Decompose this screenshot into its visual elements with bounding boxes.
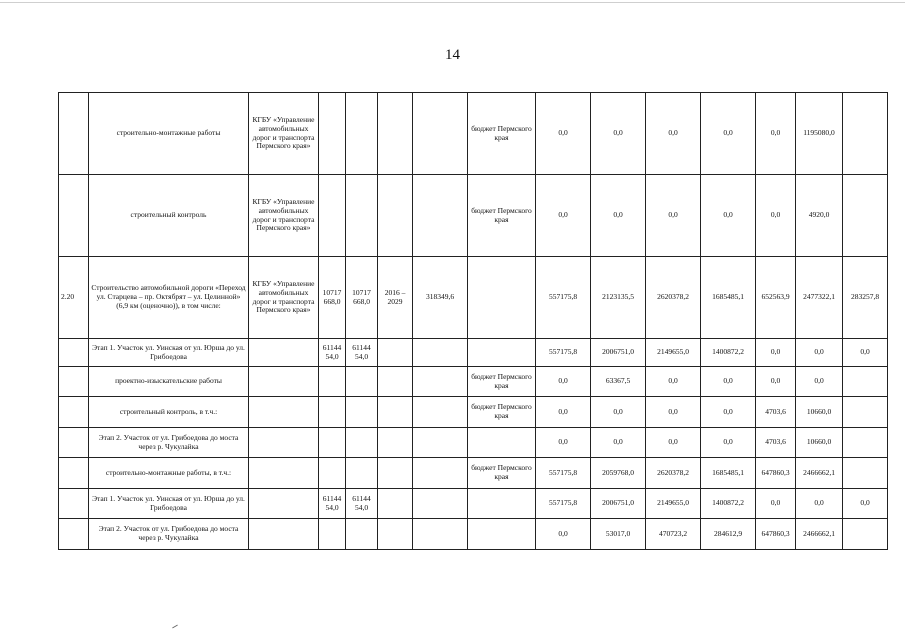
table-cell: бюджет Пермского края <box>468 458 536 489</box>
table-cell: 557175,8 <box>536 458 591 489</box>
table-cell <box>413 489 468 519</box>
table-cell: 0,0 <box>536 367 591 397</box>
table-cell <box>249 339 319 367</box>
table-cell: 2059768,0 <box>591 458 646 489</box>
table-cell <box>413 458 468 489</box>
table-cell: 0,0 <box>536 93 591 175</box>
table-cell: 2.20 <box>59 257 89 339</box>
table-cell <box>468 489 536 519</box>
table-cell: 2620378,2 <box>646 257 701 339</box>
table-cell: 318349,6 <box>413 257 468 339</box>
table-cell: 2149655,0 <box>646 489 701 519</box>
table-cell <box>346 367 378 397</box>
table-cell <box>319 428 346 458</box>
table-cell: 0,0 <box>591 428 646 458</box>
table-cell: 557175,8 <box>536 257 591 339</box>
table-cell <box>319 458 346 489</box>
table-cell: проектно-изыскательские работы <box>89 367 249 397</box>
table-cell: 647860,3 <box>756 458 796 489</box>
table-cell: Этап 2. Участок от ул. Грибоедова до моста через р. Чукулайка <box>89 519 249 550</box>
table-cell: 2620378,2 <box>646 458 701 489</box>
table-cell <box>468 257 536 339</box>
table-cell: 652563,9 <box>756 257 796 339</box>
budget-table <box>58 92 888 550</box>
top-rule <box>0 2 905 3</box>
table-cell <box>843 175 888 257</box>
table-cell: 0,0 <box>646 93 701 175</box>
table-cell <box>413 397 468 428</box>
table-cell: бюджет Пермского края <box>468 175 536 257</box>
table-cell: 0,0 <box>756 93 796 175</box>
table-cell <box>319 93 346 175</box>
table-cell <box>413 93 468 175</box>
table-cell <box>346 428 378 458</box>
table-cell <box>249 397 319 428</box>
table-row <box>59 458 888 489</box>
table-cell: 0,0 <box>591 397 646 428</box>
table-cell: 0,0 <box>796 367 843 397</box>
table-cell <box>413 519 468 550</box>
table-row <box>59 489 888 519</box>
table-cell <box>59 93 89 175</box>
table-row <box>59 428 888 458</box>
table-row <box>59 367 888 397</box>
table-cell: бюджет Пермского края <box>468 367 536 397</box>
table-cell: 61144 54,0 <box>346 339 378 367</box>
table-cell: 61144 54,0 <box>319 489 346 519</box>
table-cell <box>378 93 413 175</box>
table-cell <box>59 339 89 367</box>
table-cell: 4703,6 <box>756 428 796 458</box>
table-cell: 0,0 <box>536 428 591 458</box>
table-cell <box>468 519 536 550</box>
table-cell: 2466662,1 <box>796 458 843 489</box>
table-cell <box>378 458 413 489</box>
table-row <box>59 339 888 367</box>
table-cell: КГБУ «Управление автомобильных дорог и транспорта Пермского края» <box>249 175 319 257</box>
table-cell <box>843 458 888 489</box>
table-cell: КГБУ «Управление автомобильных дорог и транспорта Пермского края» <box>249 93 319 175</box>
table-cell: 61144 54,0 <box>319 339 346 367</box>
table-cell: 470723,2 <box>646 519 701 550</box>
table-cell <box>468 428 536 458</box>
table-cell: 63367,5 <box>591 367 646 397</box>
table-cell: строительно-монтажные работы, в т.ч.: <box>89 458 249 489</box>
table-cell <box>346 93 378 175</box>
table-cell <box>59 397 89 428</box>
table-cell <box>378 489 413 519</box>
table-cell <box>249 367 319 397</box>
table-cell <box>59 489 89 519</box>
table-cell <box>319 397 346 428</box>
table-cell <box>59 458 89 489</box>
table-cell <box>378 339 413 367</box>
table-cell <box>59 428 89 458</box>
table-cell <box>843 367 888 397</box>
table-cell: 0,0 <box>591 93 646 175</box>
table-cell <box>249 519 319 550</box>
table-cell: строительно-монтажные работы <box>89 93 249 175</box>
table-cell: 0,0 <box>591 175 646 257</box>
table-cell: 10660,0 <box>796 428 843 458</box>
table-cell: 2006751,0 <box>591 489 646 519</box>
table-cell: Этап 2. Участок от ул. Грибоедова до моста через р. Чукулайка <box>89 428 249 458</box>
table-cell: 2149655,0 <box>646 339 701 367</box>
table-cell <box>346 458 378 489</box>
table-cell: 10717 668,0 <box>346 257 378 339</box>
table-cell: 0,0 <box>646 175 701 257</box>
table-cell <box>843 519 888 550</box>
table-cell: 1685485,1 <box>701 257 756 339</box>
table-cell: 0,0 <box>701 367 756 397</box>
table-cell: 0,0 <box>843 339 888 367</box>
table-cell: 2016 – 2029 <box>378 257 413 339</box>
table-cell: 2123135,5 <box>591 257 646 339</box>
table-cell <box>319 175 346 257</box>
table-cell: 0,0 <box>756 339 796 367</box>
table-cell: 0,0 <box>646 367 701 397</box>
table-cell: 0,0 <box>756 489 796 519</box>
table-cell: 284612,9 <box>701 519 756 550</box>
page-number: 14 <box>445 47 460 63</box>
table-cell: Строительство автомобильной дороги «Переход ул. Старцева – пр. Октябрят – ул. Целинной» (6,9 км (оценочно)), в том числе: <box>89 257 249 339</box>
table-cell <box>378 428 413 458</box>
table-cell: 0,0 <box>701 93 756 175</box>
table-cell: строительный контроль <box>89 175 249 257</box>
table-cell <box>319 367 346 397</box>
table-cell <box>413 339 468 367</box>
table-cell <box>843 93 888 175</box>
table-cell: 0,0 <box>701 397 756 428</box>
table-cell <box>59 367 89 397</box>
table-cell: 557175,8 <box>536 489 591 519</box>
stray-mark <box>172 625 178 629</box>
table-cell: 0,0 <box>756 367 796 397</box>
table-cell: 10717 668,0 <box>319 257 346 339</box>
table-cell: 53017,0 <box>591 519 646 550</box>
table-cell: 0,0 <box>536 175 591 257</box>
table-cell: Этап 1. Участок ул. Уинская от ул. Юрша до ул. Грибоедова <box>89 489 249 519</box>
table-cell: 557175,8 <box>536 339 591 367</box>
table-cell <box>346 397 378 428</box>
table-cell <box>413 428 468 458</box>
table-cell: 2466662,1 <box>796 519 843 550</box>
table-cell: 2477322,1 <box>796 257 843 339</box>
table-cell: строительный контроль, в т.ч.: <box>89 397 249 428</box>
table-cell: бюджет Пермского края <box>468 93 536 175</box>
table-cell: 0,0 <box>701 175 756 257</box>
table-cell: 1400872,2 <box>701 489 756 519</box>
table-cell: 0,0 <box>646 428 701 458</box>
table-cell: 61144 54,0 <box>346 489 378 519</box>
table-cell <box>249 458 319 489</box>
table-cell <box>413 175 468 257</box>
table-cell <box>468 339 536 367</box>
table-cell <box>319 519 346 550</box>
table-cell <box>378 367 413 397</box>
table-cell: 1400872,2 <box>701 339 756 367</box>
table-cell: бюджет Пермского края <box>468 397 536 428</box>
table-cell: КГБУ «Управление автомобильных дорог и транспорта Пермского края» <box>249 257 319 339</box>
table-cell: 0,0 <box>536 519 591 550</box>
table-cell: Этап 1. Участок ул. Уинская от ул. Юрша до ул. Грибоедова <box>89 339 249 367</box>
table-cell: 0,0 <box>756 175 796 257</box>
table-row <box>59 257 888 339</box>
table-cell: 0,0 <box>701 428 756 458</box>
table-cell: 283257,8 <box>843 257 888 339</box>
table-cell <box>346 519 378 550</box>
table-row <box>59 93 888 175</box>
table-cell: 0,0 <box>843 489 888 519</box>
table-cell: 1685485,1 <box>701 458 756 489</box>
table-cell: 0,0 <box>796 339 843 367</box>
table-cell: 1195080,0 <box>796 93 843 175</box>
table-cell <box>378 519 413 550</box>
table-row <box>59 519 888 550</box>
table-cell: 0,0 <box>536 397 591 428</box>
table-cell: 2006751,0 <box>591 339 646 367</box>
table-cell <box>378 175 413 257</box>
table-cell <box>249 489 319 519</box>
table-cell <box>378 397 413 428</box>
table-cell <box>843 397 888 428</box>
table-cell <box>843 428 888 458</box>
table-cell <box>59 175 89 257</box>
table-cell: 0,0 <box>646 397 701 428</box>
table-row <box>59 175 888 257</box>
table-cell <box>59 519 89 550</box>
table-cell: 4920,0 <box>796 175 843 257</box>
table-cell <box>249 428 319 458</box>
table-cell: 10660,0 <box>796 397 843 428</box>
table-cell <box>413 367 468 397</box>
table-row <box>59 397 888 428</box>
table-cell: 4703,6 <box>756 397 796 428</box>
table-cell <box>346 175 378 257</box>
table-cell: 647860,3 <box>756 519 796 550</box>
table-cell: 0,0 <box>796 489 843 519</box>
